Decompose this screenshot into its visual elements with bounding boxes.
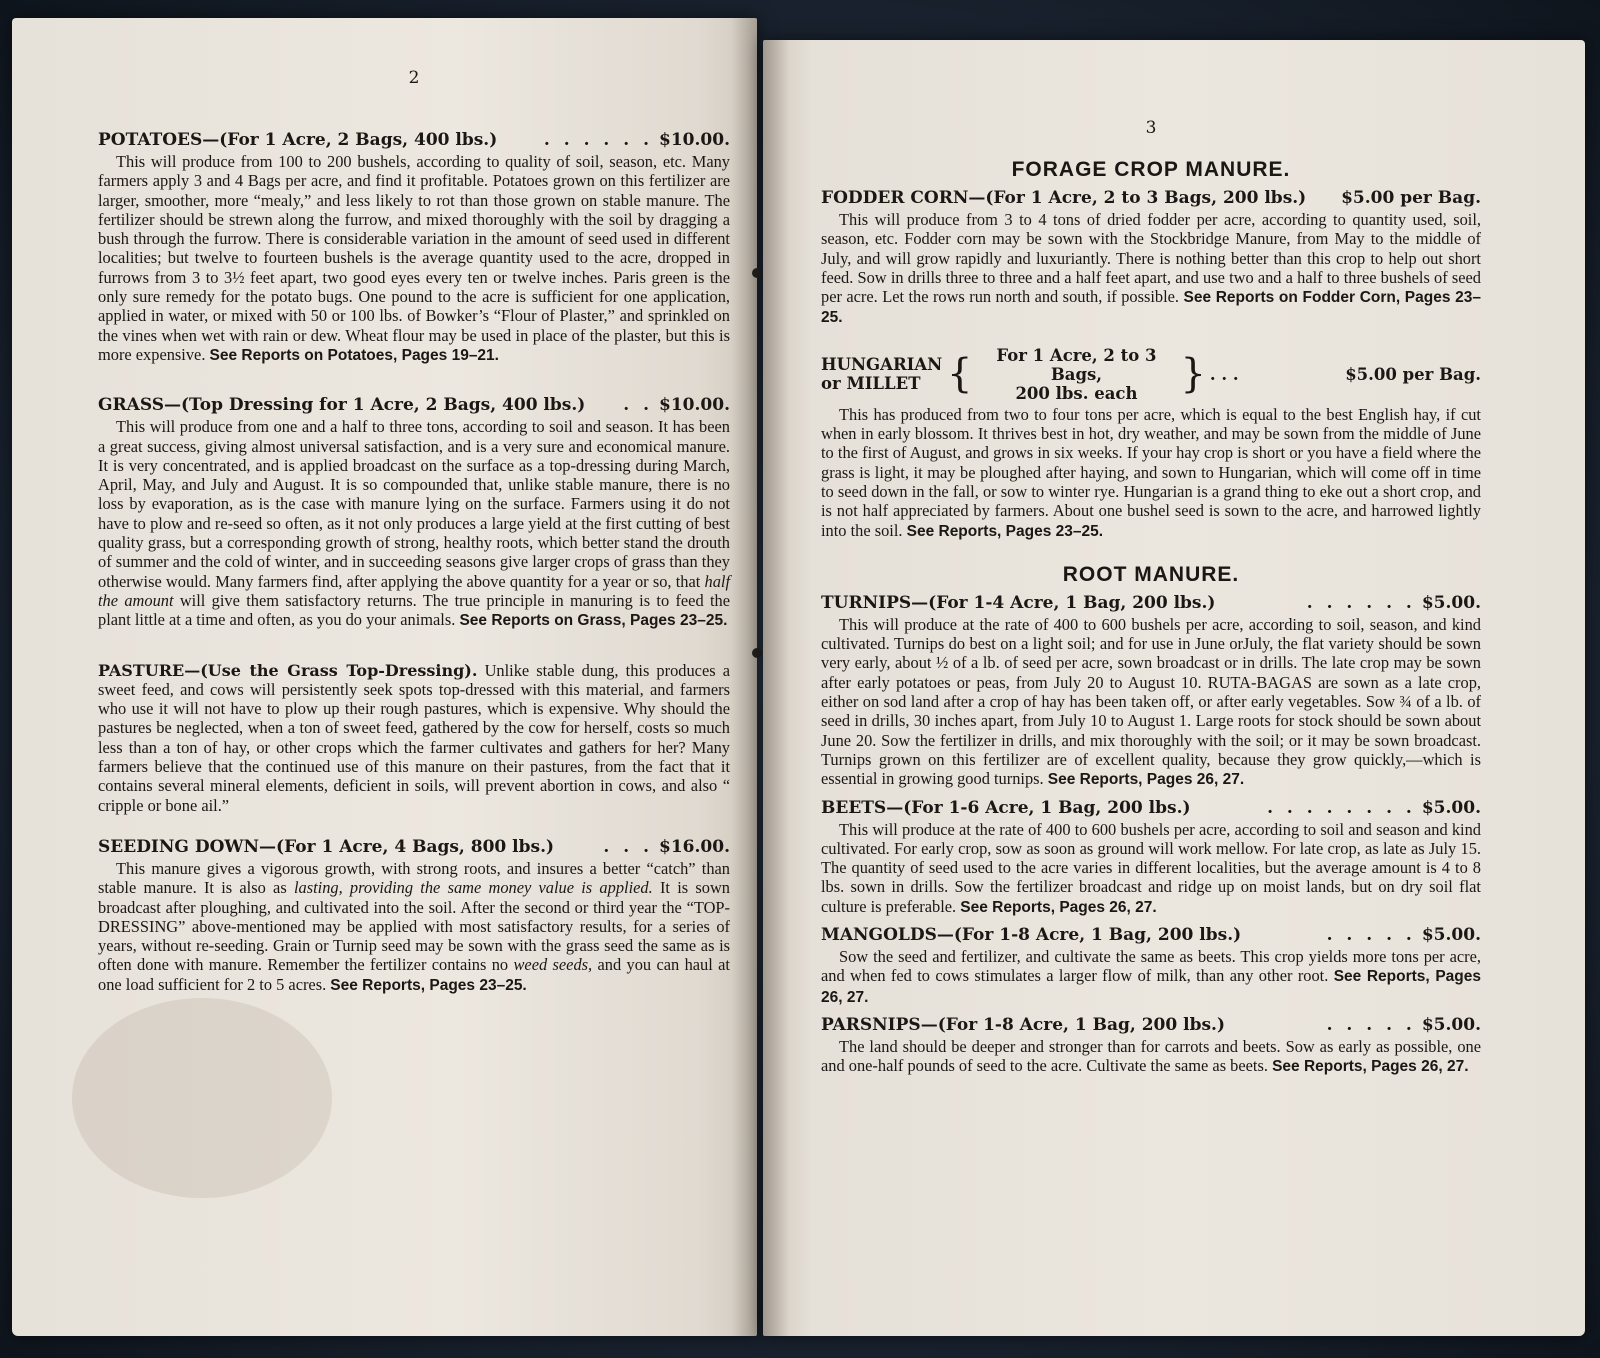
fodder-corn-heading [821, 188, 1481, 208]
mangolds-section [821, 925, 1481, 1007]
hungarian-detail-line-1: For 1 Acre, 2 to 3 Bags, [996, 345, 1157, 384]
page-number: 3 [1145, 118, 1157, 138]
grass-emphasis: half the amount [98, 571, 730, 610]
hungarian-body [821, 405, 1481, 541]
grass-section [98, 395, 730, 630]
hungarian-detail-line-2: 200 lbs. each [1015, 383, 1138, 403]
potatoes-title: POTATOES—(For 1 Acre, 2 Bags, 400 lbs.) [98, 130, 498, 150]
seeding-down-section [98, 837, 730, 995]
seeding-down-text-3: and you can haul at one load sufficient for 2 to 5 acres. [98, 955, 730, 994]
leader-dots: . . . . . . [1306, 592, 1416, 613]
seeding-down-text-2: It is sown broadcast after ploughing, and cultivated into the soil. After the second or third year the “TOP-DRESSING” above-mentioned may be applied with most satisfactory results, for a series of years, without re-seeding. Grain or Turnip seed may be sown with the grass seed the same as is often done with manure. Remember the fertilizer contains no [98, 878, 730, 975]
page-number: 2 [408, 68, 420, 88]
grass-text-1: This will produce from one and a half to three tons, according to soil and season. It has been a great success, giving almost universal satisfaction, and is a very sure and economical manure. It is very concentrated, and is applied broadcast on the surface as a top-dressing during March, April, May, and July and August. It is so compounded that, unlike stable manure, there is no loss by evaporation, as is the case with manure lying on the surface. Farmers using it do not have to plow and re-seed so often, as it not only produces a large yield at the first cutting of best quality grass, but a corresponding growth of strong, healthy roots, which better stand the drouth of summer and the cold of winter, and in succeeding seasons give larger crops of grass than they otherwise would. Many farmers find, after applying the above quantity for a year or so, that [98, 417, 730, 591]
beets-reference: See Reports, Pages 26, 27. [960, 898, 1157, 916]
potatoes-text: This will produce from 100 to 200 bushels, according to quality of soil, season, etc. Many farmers apply 3 and 4 Bags per acre, and find it profitable. Potatoes grown on this fertilizer are larger, smoother, more “mealy,” and less likely to rot than those grown on stable manure. The fertilizer should be strewn along the furrow, and mixed thoroughly with the soil by dragging a bush through the furrow. There is considerable variation in the amount of seed used in different localities; but twelve to fourteen bushels is the average quantity used to the acre, dropped in furrows from 3 to 3½ feet apart, two good eyes every ten or twelve inches. Paris green is the only sure remedy for the potato bugs. One pound to the acre is sufficient for one application, applied in water, or mixed with 50 or 100 lbs. of Bowker’s “Flour of Plaster,” and sprinkled on the vines when wet with rain or dew. Wheat flour may be used in place of the plaster, but this is more expensive. [98, 152, 730, 364]
root-manure-heading: ROOT MANURE. [1062, 562, 1240, 586]
potatoes-heading [98, 130, 730, 150]
right-page-content [821, 118, 1481, 1095]
parsnips-reference: See Reports, Pages 26, 27. [1272, 1058, 1469, 1076]
leader-dots: . . . . . . [543, 130, 654, 150]
paper-stain [72, 998, 332, 1198]
parsnips-section [821, 1015, 1481, 1077]
turnips-heading [821, 593, 1481, 613]
turnips-text: This will produce at the rate of 400 to 600 bushels per acre, according to soil, season, and kind cultivated. Turnips do best on a light soil; and for use in June orJuly, the flat variety should be sown very early, about ½ of a lb. of seed per acre, sown broadcast or in drills. The late crop may be sown after early potatoes or peas, from July 20 to August 10. RUTA-BAGAS are sown as a late crop, either on sod land after a crop of hay has been taken off, or after early vegetables. Sow ¾ of a lb. of seed in drills, 30 inches apart, from July 10 to August 1. Large roots for stock should be sown about June 20. Sow the fertilizer in drills, and mix thoroughly with the soil; or it may be sown broadcast. Turnips grown on this fertilizer are of excellent quality, because they grow quickly,—which is essential in growing good turnips. [821, 614, 1481, 789]
binding-hole [752, 268, 762, 278]
pasture-section [98, 661, 730, 815]
binding-hole [752, 648, 762, 658]
beets-text: This will produce at the rate of 400 to 600 bushels per acre, according to soil and season and kind cultivated. For early crop, sow as soon as ground will work mellow. For late crop, as late as July 15. The quantity of seed used to the acre varies in different localities, but the average amount is 4 to 8 lbs. sown in drills. Sow the fertilizer broadcast and ridge up on moist lands, but on dry soil flat culture is preferable. [821, 819, 1481, 916]
hungarian-title-line-1: HUNGARIAN [821, 355, 943, 375]
leader-dots: . . . . . [1326, 1014, 1416, 1035]
grass-title: GRASS—(Top Dressing for 1 Acre, 2 Bags, 400 lbs.) [98, 395, 586, 416]
hungarian-section [821, 346, 1481, 541]
seeding-down-reference: See Reports, Pages 23–25. [330, 976, 527, 994]
grass-body [98, 417, 730, 630]
beets-price: $5.00. [1421, 797, 1481, 818]
turnips-body [821, 615, 1481, 790]
seeding-down-emphasis-1: lasting, providing the same money value is applied. [293, 878, 653, 898]
mangolds-price: $5.00. [1421, 925, 1481, 946]
seeding-down-heading [98, 837, 730, 857]
seeding-down-price: $16.00. [659, 836, 730, 857]
grass-heading [98, 395, 730, 415]
fodder-corn-reference: See Reports on Fodder Corn, Pages 23–25. [821, 289, 1481, 327]
potatoes-reference: See Reports on Potatoes, Pages 19–21. [209, 346, 499, 364]
potatoes-section [98, 130, 730, 365]
beets-heading [821, 798, 1481, 818]
fodder-corn-price: $5.00 per Bag. [1341, 188, 1481, 208]
beets-section [821, 798, 1481, 917]
gutter-shadow [731, 18, 757, 1336]
parsnips-price: $5.00. [1421, 1014, 1481, 1035]
mangolds-text: Sow the seed and fertilizer, and cultivate the same as beets. This crop yields more tons per acre, and when fed to cows stimulates a larger flow of milk, than any other root. [821, 947, 1481, 986]
grass-price: $10.00. [659, 395, 730, 416]
forage-crop-heading: FORAGE CROP MANURE. [1011, 158, 1291, 181]
beets-title: BEETS—(For 1-6 Acre, 1 Bag, 200 lbs.) [821, 797, 1191, 818]
left-page [12, 18, 757, 1336]
right-page [763, 40, 1585, 1336]
left-brace-icon: { [947, 351, 973, 398]
leader-dots: . . . . . [1326, 925, 1416, 946]
fodder-corn-section [821, 188, 1481, 328]
seeding-down-title: SEEDING DOWN—(For 1 Acre, 4 Bags, 800 lbs.) [98, 836, 555, 857]
hungarian-text: This has produced from two to four tons per acre, which is equal to the best English hay, if cut when in early blossom. It thrives best in hot, dry weather, and may be sown from the middle of June to the first of August, and grows in six weeks. If your hay crop is short or you have a field where the grass is light, it may be ploughed after haying, and sown to Hungarian, which will come off in time to seed down in the fall, or sow to winter rye. Hungarian is a grand thing to eke out a short crop, and is not half appreciated by farmers. About one bushel seed is sown to the acre, and harrowed lightly into the soil. [821, 404, 1481, 540]
fodder-corn-body [821, 210, 1481, 328]
mangolds-reference: See Reports, Pages 26, 27. [821, 968, 1481, 1006]
grass-text-2: will give them satisfactory returns. The true principle in manuring is to feed the plant little at a time and often, as you do your animals. [98, 590, 730, 630]
hungarian-heading [821, 346, 1481, 403]
beets-body [821, 820, 1481, 917]
parsnips-text: The land should be deeper and stronger than for carrots and beets. Sow as early as possible, one and one-half pounds of seed to the acre. Cultivate the same as beets. [821, 1036, 1481, 1076]
hungarian-detail [976, 346, 1176, 403]
leader-dots: . . . . . . . . [1267, 797, 1416, 818]
parsnips-body [821, 1037, 1481, 1077]
leader-dots: . . . [603, 836, 654, 857]
leader-dots: . . [623, 395, 654, 416]
fodder-corn-title: FODDER CORN—(For 1 Acre, 2 to 3 Bags, 200 lbs.) [821, 188, 1307, 208]
pasture-title: PASTURE—(Use the Grass Top-Dressing). [98, 660, 478, 680]
grass-reference: See Reports on Grass, Pages 23–25. [459, 612, 728, 630]
potatoes-price: $10.00. [659, 130, 730, 150]
turnips-title: TURNIPS—(For 1-4 Acre, 1 Bag, 200 lbs.) [821, 592, 1216, 613]
parsnips-title: PARSNIPS—(For 1-8 Acre, 1 Bag, 200 lbs.) [821, 1014, 1226, 1035]
mangolds-title: MANGOLDS—(For 1-8 Acre, 1 Bag, 200 lbs.) [821, 925, 1242, 946]
pasture-text: Unlike stable dung, this produces a sweet feed, and cows will persistently seek spots top-dressed with this material, and farmers who use it will not have to plow up their rough pastures, which is expensive. Why should the pastures be neglected, when a ton of sweet feed, gathered by the cow for herself, costs so much less than a ton of hay, or other crops which the farmer cultivates and gathers for her? Many farmers believe that the continued use of this manure on their pastures, from the fact that it contains several mineral elements, deficient in soils, will prevent abortion in cows, and also “ cripple or bone ail.” [98, 660, 730, 815]
fodder-corn-text: This will produce from 3 to 4 tons of dried fodder per acre, according to quantity used, soil, season, etc. Fodder corn may be sown with the Stockbridge Manure, from May to the middle of July, and will grow rapidly and luxuriantly. There is nothing better than this crop to help out short feed. Sow in drills three to three and a half feet apart, and use two and a half to three bushels of seed per acre. Let the rows run north and south, if possible. [821, 210, 1481, 307]
turnips-price: $5.00. [1421, 592, 1481, 613]
seeding-down-emphasis-2: weed seeds, [513, 955, 593, 975]
mangolds-heading [821, 925, 1481, 945]
pasture-body [98, 661, 730, 815]
leader-dots: . . . [1209, 364, 1239, 384]
potatoes-body [98, 152, 730, 365]
hungarian-reference: See Reports, Pages 23–25. [906, 522, 1104, 540]
hungarian-price-row [1210, 365, 1481, 384]
hungarian-price: $5.00 per Bag. [1345, 364, 1481, 384]
mangolds-body [821, 947, 1481, 1007]
parsnips-heading [821, 1015, 1481, 1035]
turnips-section [821, 593, 1481, 790]
hungarian-title-line-2: or MILLET [821, 374, 921, 394]
right-brace-icon: } [1180, 351, 1206, 398]
seeding-down-body [98, 859, 730, 995]
left-page-content [98, 68, 730, 1013]
hungarian-title [821, 355, 943, 393]
turnips-reference: See Reports, Pages 26, 27. [1047, 771, 1245, 789]
gutter-shadow [763, 40, 789, 1336]
seeding-down-text-1: This manure gives a vigorous growth, with strong roots, and insures a better “catch” than stable manure. It is also as [98, 858, 730, 898]
